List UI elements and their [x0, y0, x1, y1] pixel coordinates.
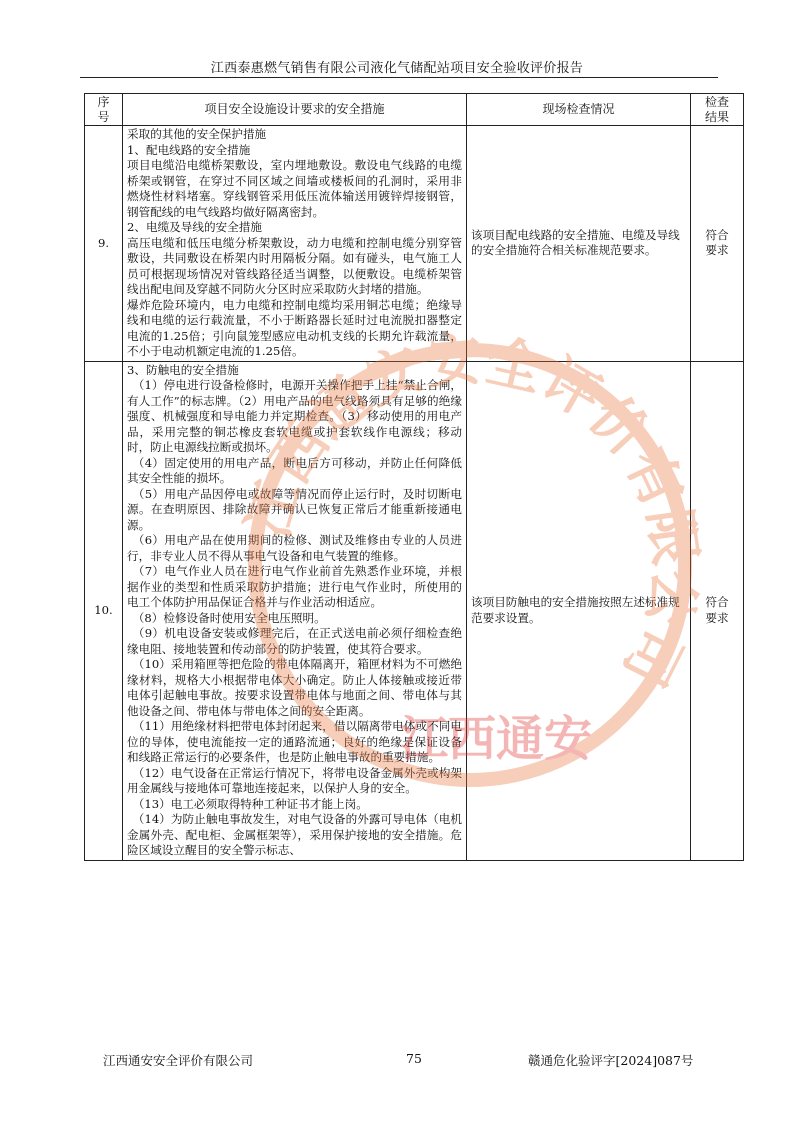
header-cell-num: 序 号: [85, 94, 123, 126]
requirement-cell: [123, 126, 467, 362]
requirement-paragraph: （14）为防止触电事故发生，对电气设备的外露可导电体（电机金属外壳、配电柜、金属框架等），采用保护接地的安全措施。危险区域设立醒目的安全警示标志、: [127, 812, 462, 857]
requirement-paragraph: 1、配电线路的安全措施: [127, 142, 251, 157]
row-number: 10.: [85, 361, 123, 860]
requirement-paragraph: （9）机电设备安装或修理完后，在正式送电前必须仔细检查绝缘电阻、接地装置和传动部分的防护装置，使其符合要求。: [127, 626, 462, 656]
check-result-cell: 符合 要求: [691, 126, 744, 362]
footer-company: 江西通安安全评价有限公司: [103, 1053, 254, 1068]
requirement-paragraph: （4）固定使用的用电产品，断电后方可移动，并防止任何降低其安全性能的损坏。: [127, 455, 462, 485]
check-result-cell: 符合 要求: [691, 361, 744, 860]
header-rule: [80, 77, 718, 78]
requirement-paragraph: （6）用电产品在使用期间的检修、测试及维修由专业的人员进行，非专业人员不得从事电气设备和电气装置的维修。: [127, 533, 462, 563]
footer-page-number: 75: [406, 1051, 422, 1066]
table-row: [85, 361, 744, 860]
header-cell-result: 检查 结果: [691, 94, 744, 126]
check-status-cell: 该项目配电线路的安全措施、电缆及导线的安全措施符合相关标准规范要求。: [467, 126, 691, 362]
requirement-paragraph: （12）电气设备在正常运行情况下，将带电设备金属外壳或构架用金属线与接地体可靠地连接起来，以保护人身的安全。: [127, 765, 462, 795]
watermark-ring-text: 江西通安安全评价有限公司: [235, 327, 708, 697]
requirement-paragraph: 3、防触电的安全措施: [127, 362, 239, 377]
requirement-paragraph: 高压电缆和低压电缆分桥架敷设，动力电缆和控制电缆分别穿管敷设，共同敷设在桥架内时用隔板分隔。如有碰头，电气施工人员可根据现场情况对管线路径适当调整，以便敷设。电缆桥架管线出配电间及穿越不同防火分区时应采取防火封堵的措施。: [127, 235, 462, 296]
requirement-cell: [123, 361, 467, 860]
requirement-paragraph: （10）采用箱匣等把危险的带电体隔离开，箱匣材料为不可燃绝缘材料，规格大小根据带电体大小确定。防止人体接触或接近带电体引起触电事故。按要求设置带电体与地面之间、带电体与其他设备之间、带电体与带电体之间的安全距离。: [127, 657, 462, 718]
watermark-text: 江西通安: [400, 713, 593, 766]
requirement-paragraph: （8）检修设备时使用安全电压照明。: [132, 610, 326, 625]
requirement-paragraph: 采取的其他的安全保护措施: [127, 127, 267, 141]
requirement-paragraph: （1）停电进行设备检修时，电源开关操作把手上挂“禁止合闸，有人工作”的标志牌。（2）用电产品的电气线路须具有足够的绝缘强度、机械强度和导电能力并定期检查。（3）移动使用的用电产品，采用完整的铜芯橡皮套软电缆或护套软线作电源线；移动时，防止电源线拉断或损坏。: [127, 378, 462, 454]
requirement-paragraph: 项目电缆沿电缆桥架敷设，室内埋地敷设。敷设电气线路的电缆桥架或钢管，在穿过不同区域之间墙或楼板间的孔洞时，采用非燃烧性材料堵塞。穿线钢管采用低压流体输送用镀锌焊接钢管，钢管配线的电气线路均做好隔离密封。: [127, 158, 462, 219]
check-status-cell: 该项目防触电的安全措施按照左述标准规范要求设置。: [467, 361, 691, 860]
header-title: 江西泰惠燃气销售有限公司液化气储配站项目安全验收评价报告: [210, 61, 584, 76]
header-cell-requirements: 项目安全设施设计要求的安全措施: [123, 94, 467, 126]
table-row: [85, 126, 744, 362]
requirement-paragraph: （13）电工必须取得特种工种证书才能上岗。: [132, 796, 368, 811]
requirement-paragraph: 爆炸危险环境内，电力电缆和控制电缆均采用铜芯电缆；绝缘导线和电缆的运行载流量，不小于断路器长延时过电流脱扣器整定电流的1.25倍；引向鼠笼型感应电动机支线的长期允许载流量，不小于电动机额定电流的1.25倍。: [127, 297, 462, 358]
requirement-paragraph: 2、电缆及导线的安全措施: [127, 220, 262, 234]
footer-doc-number: 赣通危化验评字[2024]087号: [528, 1053, 694, 1068]
table-header-row: [85, 94, 744, 126]
requirement-paragraph: （11）用绝缘材料把带电体封闭起来，借以隔离带电体或不同电位的导体，使电流能按一定的通路流通；良好的绝缘是保证设备和线路正常运行的必要条件，也是防止触电事故的重要措施。: [127, 719, 462, 764]
safety-measures-table: [84, 93, 744, 861]
requirement-paragraph: （5）用电产品因停电或故障等情况而停止运行时，及时切断电源。在查明原因、排除故障并确认已恢复正常后才能重新接通电源。: [127, 486, 462, 532]
header-cell-check: 现场检查情况: [467, 94, 691, 126]
requirement-paragraph: （7）电气作业人员在进行电气作业前首先熟悉作业环境，并根据作业的类型和性质采取防护措施；进行电气作业时，所使用的电工个体防护用品保证合格并与作业活动相适应。: [127, 564, 462, 609]
row-number: 9.: [85, 126, 123, 362]
